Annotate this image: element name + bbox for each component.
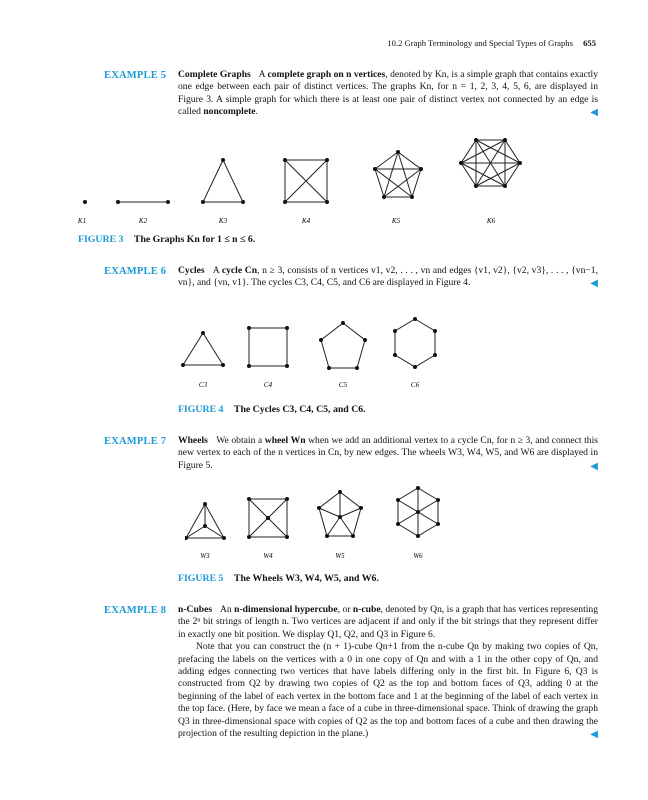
example-6-term: cycle Cn — [221, 265, 258, 276]
graph-w5 — [317, 490, 363, 560]
running-header — [387, 38, 596, 48]
end-of-example-marker: ◀ — [590, 729, 598, 741]
figure-4-graphs — [175, 315, 455, 395]
example-5-text-c: . — [255, 106, 258, 118]
example-8-text-a: An — [220, 604, 235, 615]
figure-3-label: FIGURE 3 — [78, 234, 124, 245]
label-k2: K2 — [138, 217, 148, 225]
graph-c3 — [181, 331, 225, 389]
graph-c6 — [393, 317, 437, 389]
label-k5: K5 — [391, 217, 401, 225]
graph-k1 — [77, 200, 87, 225]
graph-k5 — [373, 150, 423, 225]
label-k4: K4 — [301, 217, 311, 225]
example-8-title: n-Cubes — [178, 604, 213, 615]
end-of-example-marker: ◀ — [590, 107, 598, 119]
section-title: 10.2 Graph Terminology and Special Types of Graphs — [387, 38, 573, 48]
label-c3: C3 — [198, 381, 208, 389]
figure-3-caption — [78, 234, 255, 245]
figure-4-caption — [178, 404, 366, 415]
example-6-text-a: A — [212, 265, 222, 276]
example-7-term: wheel Wn — [264, 435, 306, 446]
example-8-term-2: n-cube — [352, 604, 381, 615]
figure-3-graphs — [70, 135, 610, 230]
label-c6: C6 — [410, 381, 420, 389]
graph-c5 — [319, 321, 367, 389]
example-8-text-b: , or — [337, 604, 353, 615]
example-6-body — [178, 265, 598, 291]
example-5-term-2: noncomplete — [203, 106, 256, 118]
example-8-term: n-dimensional hypercube — [234, 604, 338, 615]
example-6-title: Cycles — [178, 265, 205, 276]
end-of-example-marker: ◀ — [590, 460, 598, 472]
example-5-label: EXAMPLE 5 — [104, 70, 167, 81]
example-5-text-b: , denoted by Kn, is a simple graph that contains exactly one edge between each pair of distinct vertices. The graphs Kn, for n = 1, 2, 3, 4, 5, 6, are displayed in Figure 3. A simple graph for which there is at least one pair of distinct vertex not connected by an edge is called — [178, 69, 598, 118]
page-number: 655 — [583, 38, 596, 48]
figure-5-caption — [178, 573, 379, 584]
example-5-term: complete graph on n vertices — [267, 69, 386, 80]
graph-k4 — [283, 158, 329, 225]
label-w4: W4 — [263, 552, 273, 560]
example-8-paragraph-1 — [178, 604, 598, 641]
example-8-text-c: , denoted by Qn, is a graph that has vertices representing the 2ⁿ bit strings of length n. Two vertices are adjacent if and only if the bit strings that they represent differ in exactly one bit position. We display Q1, Q2, and Q3 in Figure 6. — [178, 604, 599, 640]
graph-w4 — [247, 497, 289, 560]
example-8-para2-text: Note that you can construct the (n + 1)-cube Qn+1 from the n-cube Qn by making two copies of Qn, prefacing the labels on the vertices with a 0 in one copy of Qn and with a 1 in the other copy of Qn, and adding edges connecting two vertices that have labels differing only in the first bit. In Figure 6, Q3 is constructed from Q2 by drawing two copies of Q2 as the top and bottom faces of Q3, adding 0 at the beginning of the label of each vertex in the bottom face and 1 at the beginning of the label of each vertex in the top face. (Here, by face we mean a face of a cube in three-dimensional space. Think of drawing the graph Q3 in three-dimensional space with copies of Q2 as the top and bottom faces of a cube and then drawing the projection of the resulting depiction in the plane.) — [178, 641, 598, 740]
example-6-label: EXAMPLE 6 — [104, 266, 167, 277]
example-8-paragraph-2 — [178, 641, 598, 740]
label-k1: K1 — [77, 217, 87, 225]
example-5-text-a: A — [258, 69, 268, 80]
label-k3: K3 — [218, 217, 228, 225]
example-7-title: Wheels — [178, 435, 208, 446]
figure-3-caption-text: The Graphs Kn for 1 ≤ n ≤ 6. — [133, 234, 256, 245]
example-8-label: EXAMPLE 8 — [104, 605, 167, 616]
example-7-body — [178, 435, 598, 473]
example-7-label: EXAMPLE 7 — [104, 436, 167, 447]
label-w6: W6 — [413, 552, 423, 560]
figure-5-graphs — [185, 486, 455, 566]
graph-w3 — [185, 502, 226, 560]
example-5-body — [178, 69, 598, 120]
figure-4-label: FIGURE 4 — [178, 404, 224, 415]
example-5-title: Complete Graphs — [178, 69, 251, 80]
graph-c4 — [247, 326, 289, 389]
graph-k2 — [116, 200, 170, 225]
graph-k3 — [201, 158, 245, 225]
label-c5: C5 — [338, 381, 348, 389]
label-w5: W5 — [335, 552, 345, 560]
example-6-text-b: , n ≥ 3, consists of n vertices v1, v2, . . . , vn and edges {v1, v2}, {v2, v3}, . . . , {vn−1, vn}, and {vn, v1}. The cycles C3, C4, C5, and C6 are displayed in Figure 4. — [178, 265, 598, 289]
graph-k6 — [459, 138, 522, 225]
label-w3: W3 — [200, 552, 210, 560]
figure-5-caption-text: The Wheels W3, W4, W5, and W6. — [233, 573, 379, 584]
figure-5-label: FIGURE 5 — [178, 573, 224, 584]
figure-4-caption-text: The Cycles C3, C4, C5, and C6. — [233, 404, 366, 415]
end-of-example-marker: ◀ — [590, 278, 598, 290]
label-k6: K6 — [486, 217, 496, 225]
graph-w6 — [396, 486, 440, 560]
example-7-text-b: when we add an additional vertex to a cycle Cn, for n ≥ 3, and connect this new vertex to each of the n vertices in Cn, by new edges. The wheels W3, W4, W5, and W6 are displayed in Figure 5. — [178, 435, 598, 471]
label-c4: C4 — [263, 381, 273, 389]
example-8-body — [178, 604, 598, 741]
example-7-text-a: We obtain a — [216, 435, 265, 446]
